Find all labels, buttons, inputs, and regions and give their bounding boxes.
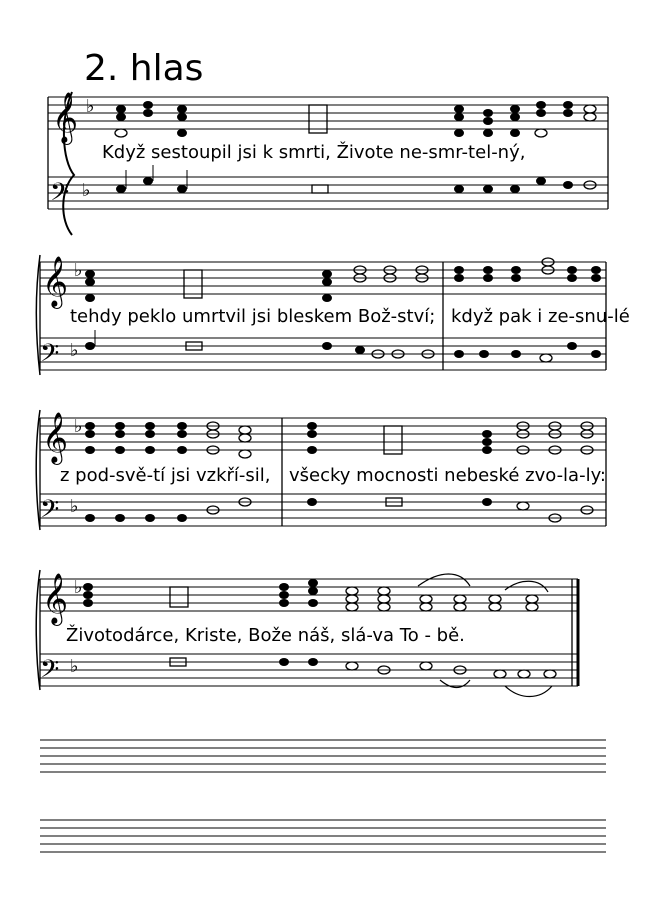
system-1 <box>48 92 608 235</box>
notes-bass-4 <box>170 658 556 697</box>
empty-staff-2 <box>40 820 606 852</box>
flat-icon: ♭ <box>74 577 83 598</box>
bass-staff-2 <box>40 338 606 370</box>
flat-icon: ♭ <box>70 496 79 517</box>
treble-clef-icon: 𝄞 <box>42 412 69 463</box>
system-4 <box>36 570 578 697</box>
flat-icon: ♭ <box>70 656 79 677</box>
treble-clef-icon: 𝄞 <box>52 92 79 143</box>
bass-clef-icon: 𝄢 <box>40 655 60 690</box>
lyric-line-1: Když sestoupil jsi k smrti, Živote ne-smr-tel-ný, <box>102 142 526 163</box>
lyric-line-2: tehdy peklo umrtvil jsi bleskem Bož-ství; <box>70 306 436 327</box>
flat-icon: ♭ <box>74 260 83 281</box>
flat-icon: ♭ <box>70 340 79 361</box>
lyric-line-6: Životodárce, Kriste, Bože náš, slá-va To - bě. <box>66 625 465 646</box>
treble-staff-1 <box>48 97 608 129</box>
notes-treble-3 <box>85 422 593 458</box>
lyric-line-4: z pod-svě-tí jsi vzkří-sil, <box>60 465 271 486</box>
flat-icon: ♭ <box>86 96 95 117</box>
bass-clef-icon: 𝄢 <box>50 178 70 213</box>
system-3 <box>36 410 606 530</box>
lyric-line-5: všecky mocnosti nebeské zvo-la-ly: <box>289 465 606 486</box>
treble-staff-2 <box>40 262 606 294</box>
flat-icon: ♭ <box>74 416 83 437</box>
bass-clef-icon: 𝄢 <box>40 339 60 374</box>
flat-icon: ♭ <box>82 180 91 201</box>
system-2 <box>36 255 630 375</box>
page-title: 2. hlas <box>84 48 204 89</box>
empty-staff-1 <box>40 740 606 772</box>
treble-clef-icon: 𝄞 <box>42 573 69 624</box>
lyric-line-3: když pak i ze-snu-lé <box>451 306 630 327</box>
bass-clef-icon: 𝄢 <box>40 495 60 530</box>
notes-treble-1 <box>115 101 596 137</box>
notes-bass-1 <box>116 165 596 193</box>
notes-treble-2 <box>85 258 601 302</box>
treble-clef-icon: 𝄞 <box>42 256 69 307</box>
